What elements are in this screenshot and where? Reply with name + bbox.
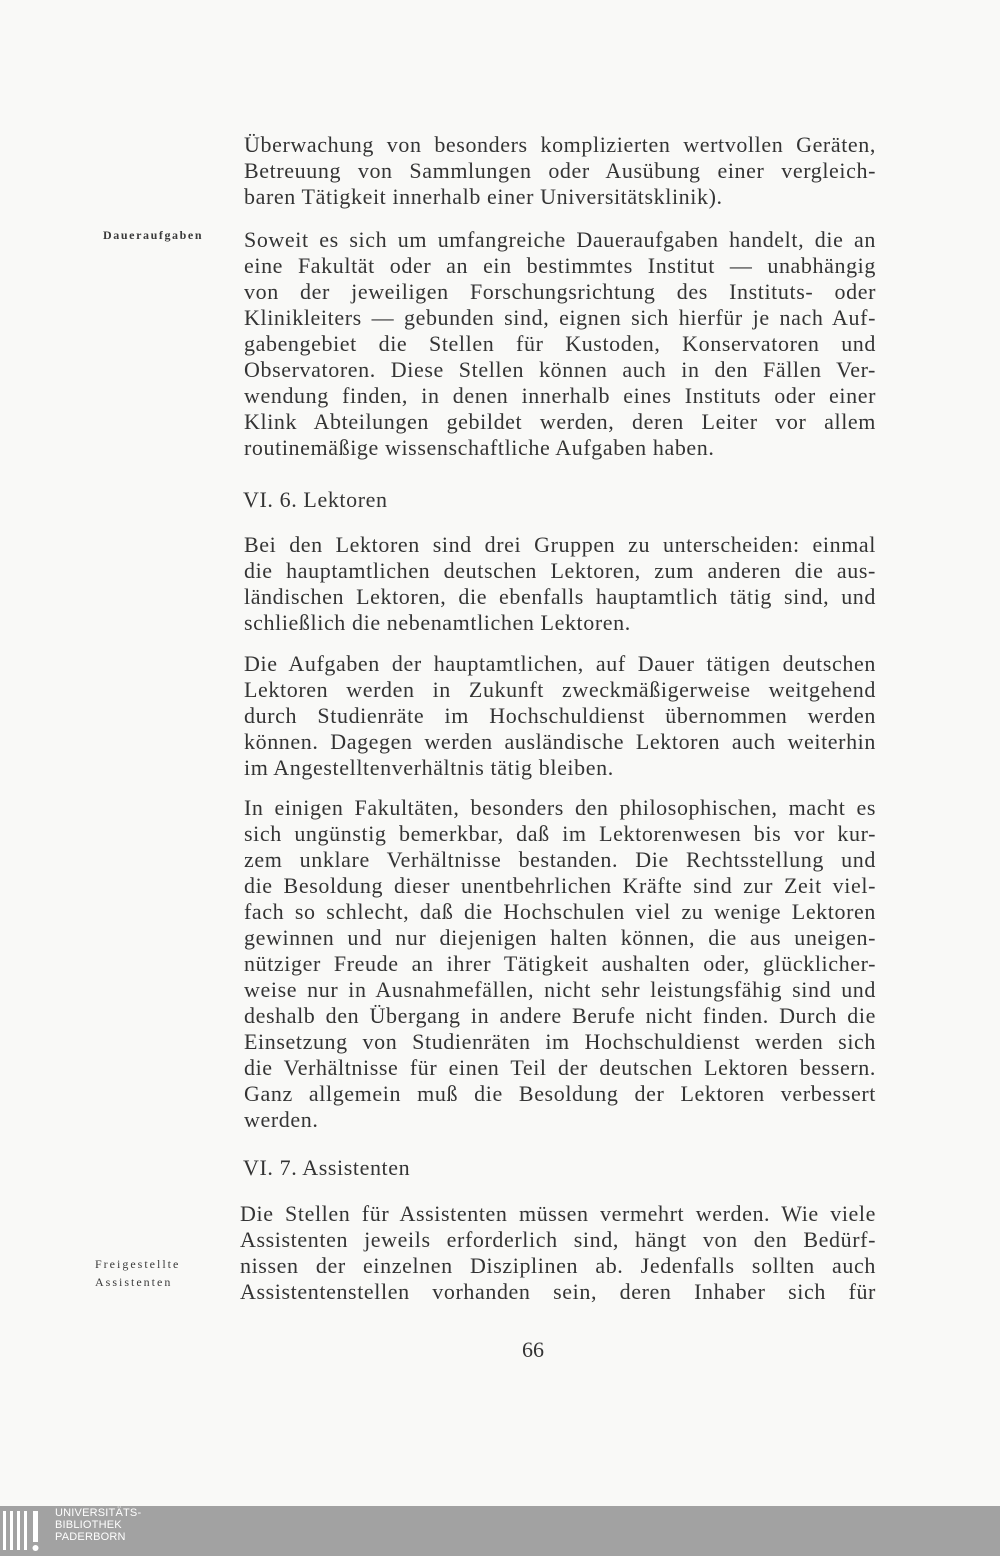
text-line: Assistentenstellen vorhanden sein, deren Inhaber sich für xyxy=(240,1279,876,1304)
paragraph-daueraufgaben xyxy=(244,227,876,461)
text-line: gewinnen und nur diejenigen halten können, die aus uneigen- xyxy=(244,925,876,950)
margin-note-daueraufgaben: Daueraufgaben xyxy=(103,228,204,242)
library-logo-text xyxy=(55,1507,141,1543)
text-line: im Angestelltenverhältnis tätig bleiben. xyxy=(244,755,614,780)
text-line: nissen der einzelnen Disziplinen ab. Jedenfalls sollten auch xyxy=(240,1253,876,1278)
text-line: gabengebiet die Stellen für Kustoden, Konservatoren und xyxy=(244,331,876,356)
text-line: die Verhältnisse für einen Teil der deutschen Lektoren bessern. xyxy=(244,1055,876,1080)
text-line: Klink Abteilungen gebildet werden, deren Leiter vor allem xyxy=(244,409,876,434)
library-footer-bar xyxy=(0,1506,1000,1556)
text-line: von der jeweiligen Forschungsrichtung des Instituts- oder xyxy=(244,279,876,304)
section-heading-lektoren: VI. 6. Lektoren xyxy=(243,487,388,512)
text-line: deshalb den Übergang in andere Berufe nicht finden. Durch die xyxy=(244,1003,876,1028)
text-line: baren Tätigkeit innerhalb einer Universitätsklinik). xyxy=(244,184,723,209)
paragraph-lektoren-3 xyxy=(244,795,876,1133)
section-heading-assistenten: VI. 7. Assistenten xyxy=(243,1155,411,1180)
text-line: können. Dagegen werden ausländische Lektoren auch weiterhin xyxy=(244,729,876,754)
text-line: eine Fakultät oder an ein bestimmtes Institut — unabhängig xyxy=(244,253,876,278)
logo-text-line: UNIVERSITÄTS- xyxy=(55,1507,142,1519)
margin-note-line: Freigestellte xyxy=(95,1257,181,1271)
text-line: routinemäßige wissenschaftliche Aufgaben haben. xyxy=(244,435,715,460)
text-line: Soweit es sich um umfangreiche Daueraufgaben handelt, die an xyxy=(244,227,876,252)
text-line: sich ungünstig bemerkbar, daß im Lektorenwesen bis vor kur- xyxy=(244,821,876,846)
text-line: die hauptamtlichen deutschen Lektoren, zum anderen die aus- xyxy=(244,558,876,583)
text-line: schließlich die nebenamtlichen Lektoren. xyxy=(244,610,631,635)
text-line: Bei den Lektoren sind drei Gruppen zu unterscheiden: einmal xyxy=(244,532,876,557)
margin-note-line: Assistenten xyxy=(95,1275,173,1289)
text-line: Überwachung von besonders komplizierten wertvollen Geräten, xyxy=(244,132,876,157)
text-line: wendung finden, in denen innerhalb eines Instituts oder einer xyxy=(244,383,876,408)
text-line: Betreuung von Sammlungen oder Ausübung einer vergleich- xyxy=(244,158,876,183)
text-line: ländischen Lektoren, die ebenfalls hauptamtlich tätig sind, und xyxy=(244,584,876,609)
paragraph-intro xyxy=(244,132,876,210)
text-line: Assistenten jeweils erforderlich sind, hängt von den Bedürf- xyxy=(240,1227,876,1252)
text-line: nütziger Freude an ihrer Tätigkeit aushalten oder, glücklicher- xyxy=(244,951,876,976)
text-line: Klinikleiters — gebunden sind, eignen sich hierfür je nach Auf- xyxy=(244,305,876,330)
library-barcode-logo-icon xyxy=(0,1506,48,1556)
text-line: Observatoren. Diese Stellen können auch in den Fällen Ver- xyxy=(244,357,876,382)
margin-note-freigestellte-assistenten xyxy=(95,1255,180,1291)
logo-text-line: BIBLIOTHEK xyxy=(55,1519,122,1531)
logo-text-line: PADERBORN xyxy=(55,1531,126,1543)
paragraph-assistenten-1 xyxy=(240,1201,876,1305)
paragraph-lektoren-1 xyxy=(244,532,876,636)
text-line: fach so schlecht, daß die Hochschulen viel zu wenige Lektoren xyxy=(244,899,876,924)
text-line: Einsetzung von Studienräten im Hochschuldienst werden sich xyxy=(244,1029,876,1054)
text-line: Die Aufgaben der hauptamtlichen, auf Dauer tätigen deutschen xyxy=(244,651,876,676)
text-line: Lektoren werden in Zukunft zweckmäßigerweise weitgehend xyxy=(244,677,876,702)
text-line: Ganz allgemein muß die Besoldung der Lektoren verbessert xyxy=(244,1081,876,1106)
page-number: 66 xyxy=(522,1337,544,1362)
text-line: weise nur in Ausnahmefällen, nicht sehr leistungsfähig sind und xyxy=(244,977,876,1002)
text-line: In einigen Fakultäten, besonders den philosophischen, macht es xyxy=(244,795,876,820)
text-line: Die Stellen für Assistenten müssen vermehrt werden. Wie viele xyxy=(240,1201,876,1226)
text-line: durch Studienräte im Hochschuldienst übernommen werden xyxy=(244,703,876,728)
paragraph-lektoren-2 xyxy=(244,651,876,781)
text-line: zem unklare Verhältnisse bestanden. Die Rechtsstellung und xyxy=(244,847,876,872)
text-line: die Besoldung dieser unentbehrlichen Kräfte sind zur Zeit viel- xyxy=(244,873,876,898)
text-line: werden. xyxy=(244,1107,319,1132)
